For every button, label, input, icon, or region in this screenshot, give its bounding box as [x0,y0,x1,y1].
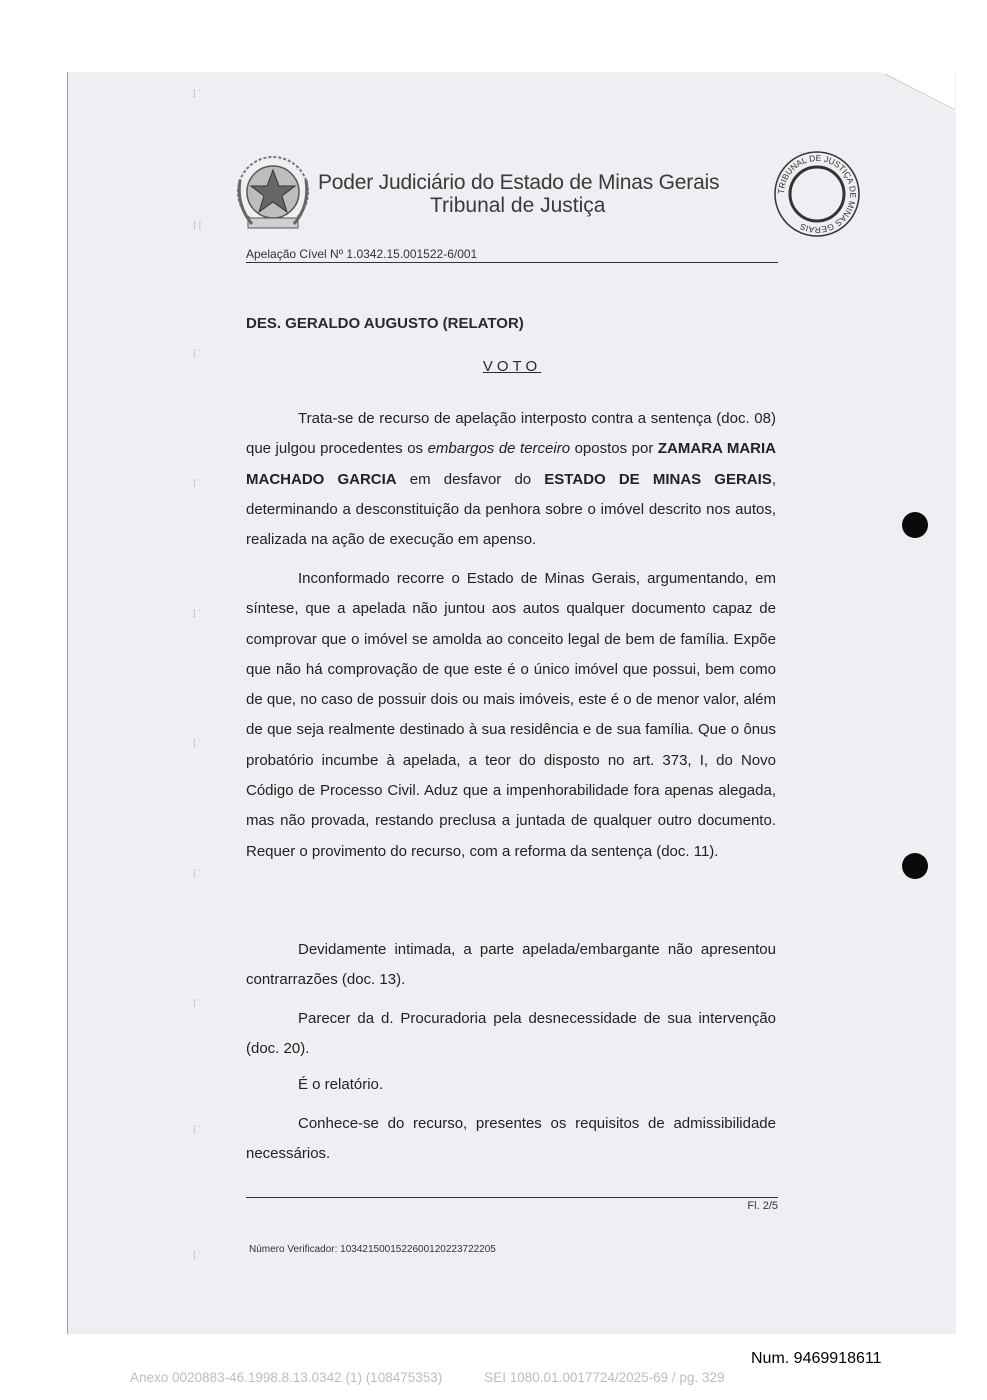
document-number-stamp: Num. 9469918611 [751,1350,882,1367]
paragraph-1-text: em desfavor do [396,470,545,488]
paragraph-5: É o relatório. [298,1076,384,1093]
seal-text: TRIBUNAL DE JUSTIÇA DE MINAS GERAIS [775,152,859,236]
header-divider [246,262,778,263]
court-header-subtitle: Tribunal de Justiça [430,194,606,217]
footer-divider [246,1197,778,1198]
court-seal-stamp [773,150,861,238]
state-coat-of-arms-icon [232,150,314,240]
page-corner-fold [880,72,955,112]
paragraph-1 [246,404,776,555]
scan-speck: ⁞ ˙ [193,869,202,880]
verification-number: Número Verificador: 1034215001522600120223722205 [249,1244,496,1255]
paragraph-3: Devidamente intimada, a parte apelada/embargante não apresentou contrarrazões (doc. 13). [246,941,776,989]
judge-name: DES. GERALDO AUGUSTO (RELATOR) [246,315,524,332]
paragraph-2: Inconformado recorre o Estado de Minas Gerais, argumentando, em síntese, que a apelada não juntou aos autos qualquer documento capaz de comprovar que o imóvel se amolda ao conceito legal de bem de família. Expõe que não há comprovação de que este é o único imóvel que possui, bem como de que, no caso de possuir dois ou mais imóveis, este é o de menor valor, além de que seja realmente destinado à sua residência e de sua família. Que o ônus probatório incumbe à apelada, a teor do disposto no art. 373, I, do Novo Código de Processo Civil. Aduz que a impenhorabilidade fora apenas alegada, mas não provada, restando preclusa a juntada de qualquer outro documento. Requer o provimento do recurso, com a reforma da sentença (doc. 11). [246,570,776,860]
paragraph-6: Conhece-se do recurso, presentes os requisitos de admissibilidade necessários. [246,1115,776,1163]
page-number: Fl. 2/5 [747,1200,778,1212]
scan-speck: ⁞ ˙ [193,739,202,750]
appellee-name: ZAMARA MARIA MACHADO GARCIA [246,440,776,488]
svg-text:TRIBUNAL DE JUSTIÇA DE MINAS G [776,153,858,235]
scan-speck: ⁞ ⁞ [193,221,202,232]
paragraph-1-text: opostos por [570,440,658,458]
court-header-title: Poder Judiciário do Estado de Minas Gerais [318,171,720,194]
paragraph-1-text: Trata-se de recurso de apelação interposto contra a sentença (doc. 08) que julgou procedentes os [246,410,776,458]
paragraph-4: Parecer da d. Procuradoria pela desnecessidade de sua intervenção (doc. 20). [246,1010,776,1058]
punch-hole-top [902,512,928,538]
annex-footer [130,1370,724,1385]
scan-speck: ⁞ ˙ [193,479,202,490]
sei-reference: SEI 1080.01.0017724/2025-69 / pg. 329 [484,1370,725,1385]
paragraph-1-italic: embargos de terceiro [427,440,571,458]
annex-reference: Anexo 0020883-46.1998.8.13.0342 (1) (108475353) [130,1370,443,1385]
scan-speck: ⁞ ˙ [193,1125,202,1136]
appellant-name: ESTADO DE MINAS GERAIS [544,470,772,488]
punch-hole-bottom [902,853,928,879]
case-reference: Apelação Cível Nº 1.0342.15.001522-6/001 [246,247,478,261]
scan-speck: ⁞ ˙ [193,89,202,100]
scan-speck: ⁞ ˙ [193,999,202,1010]
scan-speck: ⁞ ˙ [193,1251,202,1262]
scan-speck: ⁞ ˙ [193,609,202,620]
section-title: VOTO [482,358,542,375]
scan-speck: ⁞ ˙ [193,349,202,360]
paragraph-1-text: , determinando a desconstituição da penhora sobre o imóvel descrito nos autos, realizada na ação de execução em apenso. [246,470,776,549]
